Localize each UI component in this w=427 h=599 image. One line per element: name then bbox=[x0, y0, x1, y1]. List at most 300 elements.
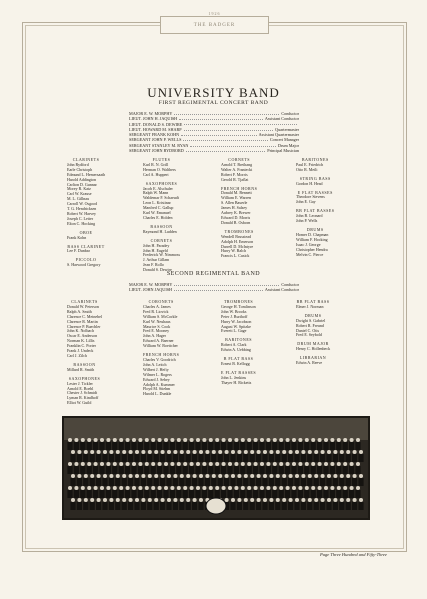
band-member-face bbox=[119, 462, 123, 466]
band-member-uniform bbox=[311, 442, 316, 450]
band-member-uniform bbox=[83, 478, 88, 486]
member-name: Herman O. Walthers bbox=[143, 166, 176, 172]
first-band-officers bbox=[129, 111, 299, 153]
band-member-uniform bbox=[240, 466, 245, 474]
band-member-uniform bbox=[163, 466, 168, 474]
band-member-uniform bbox=[186, 502, 191, 510]
band-member-uniform bbox=[170, 442, 175, 450]
band-member-face bbox=[90, 474, 94, 478]
band-member-face bbox=[247, 438, 251, 442]
band-member-face bbox=[109, 450, 113, 454]
band-member-face bbox=[318, 438, 322, 442]
band-member-face bbox=[129, 498, 133, 502]
band-member-face bbox=[241, 438, 245, 442]
band-member-face bbox=[353, 474, 357, 478]
band-member-uniform bbox=[80, 466, 85, 474]
band-member-uniform bbox=[70, 454, 75, 462]
band-member-uniform bbox=[349, 466, 354, 474]
officer-row bbox=[129, 148, 299, 153]
band-member-face bbox=[113, 486, 117, 490]
band-member-uniform bbox=[205, 478, 210, 486]
member-name: Karl W. Emanuel bbox=[143, 210, 171, 216]
band-member-uniform bbox=[80, 490, 85, 498]
member-name: Clarence C. Meinebel bbox=[67, 313, 102, 319]
band-member-uniform bbox=[288, 502, 293, 510]
band-member-face bbox=[81, 438, 85, 442]
band-member-uniform bbox=[202, 442, 207, 450]
band-member-face bbox=[327, 474, 331, 478]
band-member-face bbox=[346, 498, 350, 502]
band-member-face bbox=[234, 462, 238, 466]
band-member-uniform bbox=[336, 442, 341, 450]
band-member-face bbox=[132, 438, 136, 442]
band-member-uniform bbox=[301, 502, 306, 510]
member-name: Lee F. Dunbar bbox=[67, 248, 90, 254]
member-name: Donald S. Dewire bbox=[143, 267, 172, 273]
leader-dots bbox=[190, 143, 275, 147]
band-member-uniform bbox=[208, 466, 213, 474]
band-member-face bbox=[333, 474, 337, 478]
band-member-uniform bbox=[147, 502, 152, 510]
band-member-face bbox=[337, 462, 341, 466]
member-name: Carl J. Zilch bbox=[67, 352, 87, 358]
band-member-face bbox=[340, 498, 344, 502]
band-member-uniform bbox=[339, 454, 344, 462]
member-name: M. L. Gillnau bbox=[67, 196, 89, 202]
band-member-uniform bbox=[275, 478, 280, 486]
band-member-face bbox=[158, 486, 162, 490]
member-name: Edmund L. Hemersaath bbox=[67, 171, 106, 177]
band-member-face bbox=[343, 486, 347, 490]
band-member-uniform bbox=[157, 466, 162, 474]
roster-column bbox=[296, 300, 330, 366]
band-member-face bbox=[74, 438, 78, 442]
band-member-uniform bbox=[141, 454, 146, 462]
band-member-face bbox=[266, 438, 270, 442]
band-member-uniform bbox=[234, 442, 239, 450]
band-member-face bbox=[103, 474, 107, 478]
band-member-face bbox=[282, 498, 286, 502]
band-member-face bbox=[186, 498, 190, 502]
band-member-face bbox=[196, 462, 200, 466]
band-member-face bbox=[161, 474, 165, 478]
band-member-face bbox=[301, 474, 305, 478]
band-member-face bbox=[254, 462, 258, 466]
band-member-face bbox=[209, 438, 213, 442]
band-member-face bbox=[295, 498, 299, 502]
band-member-uniform bbox=[112, 466, 117, 474]
leader-dots bbox=[184, 127, 273, 131]
band-member-uniform bbox=[307, 454, 312, 462]
band-member-face bbox=[193, 498, 197, 502]
band-member-uniform bbox=[333, 454, 338, 462]
band-member-face bbox=[87, 462, 91, 466]
band-member-face bbox=[119, 438, 123, 442]
band-member-uniform bbox=[99, 490, 104, 498]
band-member-face bbox=[321, 474, 325, 478]
officer-title: Assistant Quartermaster bbox=[258, 132, 299, 138]
band-member-face bbox=[218, 474, 222, 478]
band-member-face bbox=[154, 474, 158, 478]
band-member-uniform bbox=[253, 442, 258, 450]
band-member-uniform bbox=[285, 442, 290, 450]
band-member-uniform bbox=[77, 502, 82, 510]
band-member-face bbox=[266, 462, 270, 466]
section-heading: TROMBONES bbox=[223, 299, 254, 304]
band-member-face bbox=[225, 498, 229, 502]
band-member-uniform bbox=[304, 442, 309, 450]
band-member-face bbox=[154, 450, 158, 454]
band-member-uniform bbox=[346, 478, 351, 486]
member-name: John P. Wells bbox=[296, 218, 318, 224]
member-name: S. Allen Bauerle bbox=[221, 200, 248, 206]
band-member-uniform bbox=[279, 466, 284, 474]
band-member-face bbox=[257, 498, 261, 502]
band-member-uniform bbox=[259, 442, 264, 450]
member-name: Fred E. Seybold bbox=[296, 332, 322, 338]
band-member-uniform bbox=[259, 466, 264, 474]
band-member-face bbox=[106, 438, 110, 442]
band-member-face bbox=[231, 450, 235, 454]
band-member-uniform bbox=[224, 478, 229, 486]
band-member-uniform bbox=[122, 454, 127, 462]
band-member-uniform bbox=[282, 502, 287, 510]
band-member-uniform bbox=[106, 490, 111, 498]
band-member-face bbox=[164, 462, 168, 466]
band-member-uniform bbox=[160, 502, 165, 510]
member-name: Aubrey K. Brewer bbox=[221, 210, 251, 216]
band-member-face bbox=[77, 450, 81, 454]
band-member-face bbox=[180, 450, 184, 454]
band-member-uniform bbox=[87, 490, 92, 498]
band-member-uniform bbox=[234, 490, 239, 498]
band-member-uniform bbox=[106, 466, 111, 474]
member-name: Carlton D. Gunnar bbox=[67, 181, 97, 187]
band-member-uniform bbox=[272, 466, 277, 474]
band-member-face bbox=[346, 474, 350, 478]
member-name: Earle Christoph bbox=[67, 166, 93, 172]
band-member-uniform bbox=[138, 490, 143, 498]
band-member-uniform bbox=[247, 442, 252, 450]
section-heading: CORNETS bbox=[150, 237, 173, 243]
band-member-uniform bbox=[160, 478, 165, 486]
band-member-face bbox=[276, 474, 280, 478]
band-member-uniform bbox=[282, 478, 287, 486]
band-member-uniform bbox=[183, 490, 188, 498]
band-member-uniform bbox=[160, 454, 165, 462]
band-member-face bbox=[77, 474, 81, 478]
section-heading: SAXOPHONES bbox=[145, 180, 178, 186]
band-member-uniform bbox=[237, 502, 242, 510]
band-member-uniform bbox=[166, 502, 171, 510]
band-member-uniform bbox=[358, 502, 363, 510]
band-member-face bbox=[122, 474, 126, 478]
roster-column bbox=[143, 300, 179, 397]
band-member-face bbox=[74, 462, 78, 466]
band-member-uniform bbox=[291, 442, 296, 450]
band-member-face bbox=[273, 462, 277, 466]
member-name: William F. Hocking bbox=[296, 236, 328, 242]
band-member-face bbox=[126, 486, 130, 490]
member-name: Oscar E. Anderson bbox=[67, 333, 98, 339]
band-member-face bbox=[196, 486, 200, 490]
band-member-face bbox=[183, 486, 187, 490]
band-member-face bbox=[68, 486, 72, 490]
band-member-uniform bbox=[179, 454, 184, 462]
member-name: Melvin C. Pierce bbox=[296, 251, 324, 257]
band-member-uniform bbox=[291, 466, 296, 474]
band-member-uniform bbox=[224, 454, 229, 462]
band-member-uniform bbox=[243, 502, 248, 510]
band-member-uniform bbox=[275, 502, 280, 510]
band-photo-image bbox=[64, 418, 368, 518]
band-member-uniform bbox=[147, 478, 152, 486]
band-member-uniform bbox=[336, 490, 341, 498]
band-member-face bbox=[346, 450, 350, 454]
band-member-face bbox=[71, 474, 75, 478]
leader-dots bbox=[179, 116, 263, 120]
member-name: John L. Jenkins bbox=[221, 374, 246, 380]
band-member-face bbox=[212, 474, 216, 478]
band-member-face bbox=[167, 450, 171, 454]
band-member-face bbox=[257, 450, 261, 454]
band-member-uniform bbox=[326, 478, 331, 486]
member-name: Charles V. Goodrich bbox=[143, 356, 176, 362]
band-member-uniform bbox=[90, 454, 95, 462]
band-member-uniform bbox=[166, 478, 171, 486]
band-member-uniform bbox=[157, 442, 162, 450]
band-member-face bbox=[81, 462, 85, 466]
band-member-face bbox=[151, 438, 155, 442]
band-member-face bbox=[173, 498, 177, 502]
band-member-face bbox=[353, 450, 357, 454]
band-member-face bbox=[314, 474, 318, 478]
band-member-face bbox=[244, 450, 248, 454]
band-member-face bbox=[138, 438, 142, 442]
band-member-uniform bbox=[330, 490, 335, 498]
member-name: Adolph A. Kummer bbox=[143, 381, 175, 387]
band-member-face bbox=[109, 498, 113, 502]
band-member-uniform bbox=[320, 502, 325, 510]
band-member-face bbox=[254, 438, 258, 442]
band-member-uniform bbox=[202, 466, 207, 474]
band-member-uniform bbox=[269, 454, 274, 462]
band-member-face bbox=[173, 450, 177, 454]
band-member-face bbox=[308, 498, 312, 502]
band-member-face bbox=[263, 450, 267, 454]
band-member-face bbox=[282, 474, 286, 478]
band-member-face bbox=[193, 474, 197, 478]
band-member-uniform bbox=[208, 442, 213, 450]
band-member-face bbox=[190, 438, 194, 442]
band-member-uniform bbox=[336, 466, 341, 474]
member-name: Wilmer L. Rogers bbox=[143, 371, 172, 377]
band-member-face bbox=[119, 486, 123, 490]
band-member-uniform bbox=[119, 490, 124, 498]
band-member-face bbox=[116, 498, 120, 502]
member-name: John W. Brooks bbox=[221, 308, 247, 314]
member-name: Lyman R. Kindhoff bbox=[67, 395, 99, 401]
section-heading: DRUMS bbox=[304, 312, 322, 318]
band-member-face bbox=[333, 498, 337, 502]
band-member-uniform bbox=[291, 490, 296, 498]
band-member-face bbox=[340, 450, 344, 454]
band-member-uniform bbox=[311, 466, 316, 474]
band-member-uniform bbox=[99, 442, 104, 450]
band-member-uniform bbox=[119, 466, 124, 474]
band-member-face bbox=[247, 486, 251, 490]
band-member-uniform bbox=[259, 490, 264, 498]
band-member-uniform bbox=[208, 490, 213, 498]
band-member-uniform bbox=[189, 466, 194, 474]
band-member-uniform bbox=[138, 466, 143, 474]
band-member-face bbox=[205, 450, 209, 454]
member-name: J. Arthur Gillam bbox=[143, 257, 170, 263]
band-member-face bbox=[218, 450, 222, 454]
section-heading: BB FLAT BASSES bbox=[296, 208, 335, 214]
band-member-uniform bbox=[125, 442, 130, 450]
band-member-uniform bbox=[134, 478, 139, 486]
band-member-face bbox=[126, 438, 130, 442]
member-name: Wilbert J. Hefty bbox=[143, 366, 169, 372]
member-name: Elmer J. Norman bbox=[296, 303, 324, 309]
band-member-uniform bbox=[346, 502, 351, 510]
band-member-uniform bbox=[102, 454, 107, 462]
member-name: Karl W. Neuhaus bbox=[143, 318, 171, 324]
band-member-face bbox=[228, 438, 232, 442]
section-heading: CLARINETS bbox=[71, 299, 98, 304]
band-member-face bbox=[177, 462, 181, 466]
band-member-face bbox=[327, 450, 331, 454]
band-member-uniform bbox=[128, 454, 133, 462]
member-name: Manfred C. Gallup bbox=[143, 205, 174, 211]
member-name: Floyd M. Stiehm bbox=[143, 386, 171, 392]
band-member-face bbox=[215, 486, 219, 490]
band-member-face bbox=[158, 462, 162, 466]
band-member-face bbox=[247, 462, 251, 466]
section-heading: FRENCH HORNS bbox=[143, 352, 180, 358]
member-name: Chester J. Schmidt bbox=[67, 390, 98, 396]
band-member-uniform bbox=[90, 478, 95, 486]
member-name: Thayer H. Ricketts bbox=[221, 379, 252, 385]
member-name: Jean F. Rollo bbox=[143, 262, 164, 268]
member-name: Harold Addington bbox=[67, 176, 96, 182]
band-member-uniform bbox=[87, 466, 92, 474]
band-member-face bbox=[330, 486, 334, 490]
band-member-face bbox=[321, 498, 325, 502]
band-member-face bbox=[71, 498, 75, 502]
band-member-face bbox=[141, 498, 145, 502]
band-member-face bbox=[148, 474, 152, 478]
band-member-uniform bbox=[170, 466, 175, 474]
band-member-face bbox=[321, 450, 325, 454]
band-member-face bbox=[167, 498, 171, 502]
member-name: Leon L. Kristinar bbox=[143, 200, 171, 206]
band-member-face bbox=[173, 474, 177, 478]
band-member-face bbox=[337, 486, 341, 490]
band-member-face bbox=[292, 462, 296, 466]
band-member-uniform bbox=[288, 454, 293, 462]
band-member-uniform bbox=[227, 466, 232, 474]
band-member-face bbox=[199, 498, 203, 502]
band-member-uniform bbox=[317, 442, 322, 450]
member-name: Elton C. Hocking bbox=[67, 220, 96, 226]
band-member-uniform bbox=[221, 490, 226, 498]
member-name: Isaac J. George bbox=[296, 241, 321, 247]
member-name: William S. McCorkle bbox=[143, 313, 178, 319]
band-member-face bbox=[222, 462, 226, 466]
band-member-face bbox=[209, 486, 213, 490]
band-member-face bbox=[333, 450, 337, 454]
band-member-face bbox=[308, 450, 312, 454]
band-member-face bbox=[269, 498, 273, 502]
band-member-face bbox=[330, 438, 334, 442]
band-member-face bbox=[324, 486, 328, 490]
band-member-face bbox=[273, 486, 277, 490]
band-member-face bbox=[289, 474, 293, 478]
band-member-uniform bbox=[198, 454, 203, 462]
section-heading: DRUMS bbox=[306, 226, 324, 232]
band-member-uniform bbox=[77, 478, 82, 486]
header-banner-text: THE BADGER bbox=[193, 22, 236, 28]
band-member-face bbox=[260, 462, 264, 466]
officer-name: LIEUT. DONALD S. DEWIRE bbox=[129, 121, 183, 127]
band-member-face bbox=[356, 462, 360, 466]
section-heading: LIBRARIAN bbox=[299, 355, 327, 361]
page-title: UNIVERSITY BAND bbox=[147, 85, 280, 100]
member-name: Harry W. Jacobson bbox=[221, 318, 252, 324]
member-name: John A. Leitch bbox=[143, 361, 167, 367]
band-member-face bbox=[129, 450, 133, 454]
band-member-face bbox=[237, 450, 241, 454]
band-member-uniform bbox=[189, 490, 194, 498]
band-member-uniform bbox=[67, 490, 72, 498]
band-member-uniform bbox=[358, 478, 363, 486]
band-member-face bbox=[305, 462, 309, 466]
member-name: Clarence P. Buechler bbox=[67, 323, 101, 329]
band-member-uniform bbox=[211, 478, 216, 486]
member-name: Wendell Brusstead bbox=[221, 233, 252, 239]
band-member-uniform bbox=[317, 466, 322, 474]
band-member-face bbox=[350, 438, 354, 442]
band-member-uniform bbox=[355, 442, 360, 450]
roster-column bbox=[67, 158, 105, 268]
band-member-face bbox=[132, 462, 136, 466]
band-member-face bbox=[209, 462, 213, 466]
band-member-face bbox=[190, 486, 194, 490]
band-member-uniform bbox=[266, 466, 271, 474]
band-member-uniform bbox=[339, 502, 344, 510]
band-member-face bbox=[68, 462, 72, 466]
band-member-face bbox=[135, 498, 139, 502]
band-member-face bbox=[145, 462, 149, 466]
member-name: Donald B. Osborn bbox=[221, 219, 251, 225]
band-member-face bbox=[311, 462, 315, 466]
member-name: Franklin C. Porter bbox=[67, 343, 96, 349]
band-member-uniform bbox=[262, 502, 267, 510]
band-member-uniform bbox=[330, 466, 335, 474]
band-member-face bbox=[202, 486, 206, 490]
member-name: Adolph H. Emerson bbox=[221, 238, 254, 244]
officer-name: MAJOR E. W. MORPHY bbox=[129, 111, 173, 116]
band-member-uniform bbox=[151, 490, 156, 498]
section-heading: TROMBONES bbox=[224, 228, 254, 234]
band-member-uniform bbox=[157, 490, 162, 498]
band-member-face bbox=[141, 450, 145, 454]
band-member-face bbox=[170, 438, 174, 442]
band-member-uniform bbox=[131, 442, 136, 450]
band-member-uniform bbox=[234, 466, 239, 474]
